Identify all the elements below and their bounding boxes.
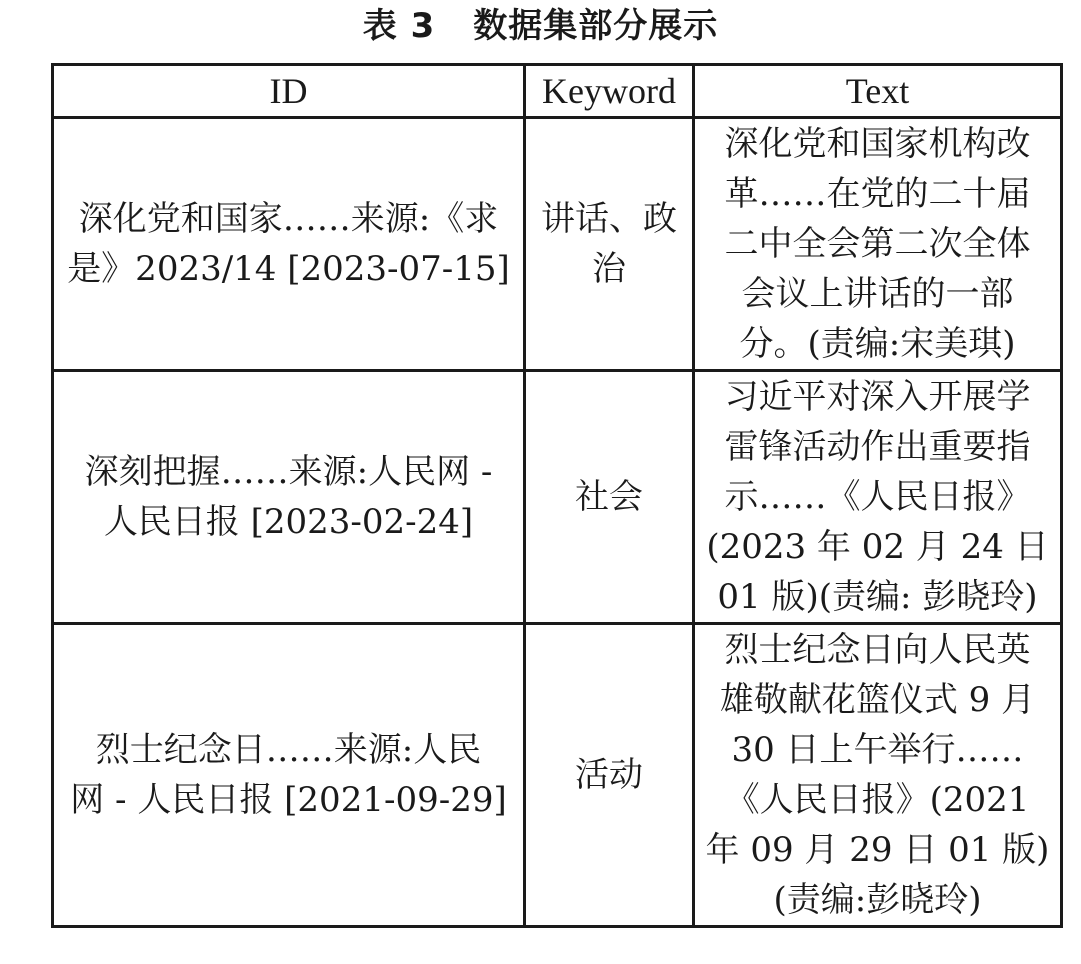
- text-line: 年 09 月 29 日 01 版): [705, 830, 1050, 870]
- dataset-table: [51, 63, 1063, 928]
- table-header-row: [53, 65, 1062, 118]
- text-line: 《人民日报》(2021: [725, 780, 1030, 820]
- table-caption: [0, 4, 1081, 48]
- keyword-line: 讲话、政: [541, 199, 677, 239]
- text-cell: [694, 371, 1062, 624]
- text-cell: [694, 624, 1062, 927]
- text-line: 示……《人民日报》: [724, 477, 1031, 517]
- keyword-line: 治: [592, 249, 626, 289]
- text-cell: [694, 118, 1062, 371]
- id-line: 人民日报 [2023-02-24]: [103, 502, 474, 542]
- text-line: 雄敬献花篮仪式 9 月: [719, 680, 1036, 720]
- table-row: [53, 371, 1062, 624]
- id-cell: [53, 371, 525, 624]
- table-row: [53, 118, 1062, 371]
- column-header-keyword: Keyword: [525, 65, 694, 118]
- id-line: 深刻把握……来源:人民网 -: [84, 452, 493, 492]
- keyword-line: 社会: [575, 477, 643, 517]
- column-header-id: ID: [53, 65, 525, 118]
- id-line: 深化党和国家……来源:《求: [78, 199, 499, 239]
- text-line: 深化党和国家机构改: [724, 124, 1031, 164]
- text-line: 分。(责编:宋美琪): [739, 324, 1016, 364]
- id-line: 网 - 人民日报 [2021-09-29]: [70, 780, 507, 820]
- text-line: 01 版)(责编: 彭晓玲): [717, 577, 1038, 617]
- keyword-line: 活动: [575, 755, 643, 795]
- table-title: 数据集部分展示: [473, 6, 719, 46]
- id-cell: [53, 118, 525, 371]
- text-line: 烈士纪念日向人民英: [724, 630, 1031, 670]
- id-line: 烈士纪念日……来源:人民: [95, 730, 482, 770]
- text-line: 雷锋活动作出重要指: [724, 427, 1031, 467]
- table-row: [53, 624, 1062, 927]
- keyword-cell: [525, 624, 694, 927]
- keyword-cell: [525, 371, 694, 624]
- keyword-cell: [525, 118, 694, 371]
- id-cell: [53, 624, 525, 927]
- text-line: 习近平对深入开展学: [724, 377, 1031, 417]
- table-number: 表 3: [362, 6, 436, 46]
- text-line: (责编:彭晓玲): [773, 880, 982, 920]
- text-line: 会议上讲话的一部: [741, 274, 1014, 314]
- text-line: (2023 年 02 月 24 日: [706, 527, 1049, 567]
- text-line: 二中全会第二次全体: [724, 224, 1031, 264]
- id-line: 是》2023/14 [2023-07-15]: [67, 249, 510, 289]
- column-header-text: Text: [694, 65, 1062, 118]
- text-line: 革……在党的二十届: [724, 174, 1031, 214]
- text-line: 30 日上午举行……: [731, 730, 1024, 770]
